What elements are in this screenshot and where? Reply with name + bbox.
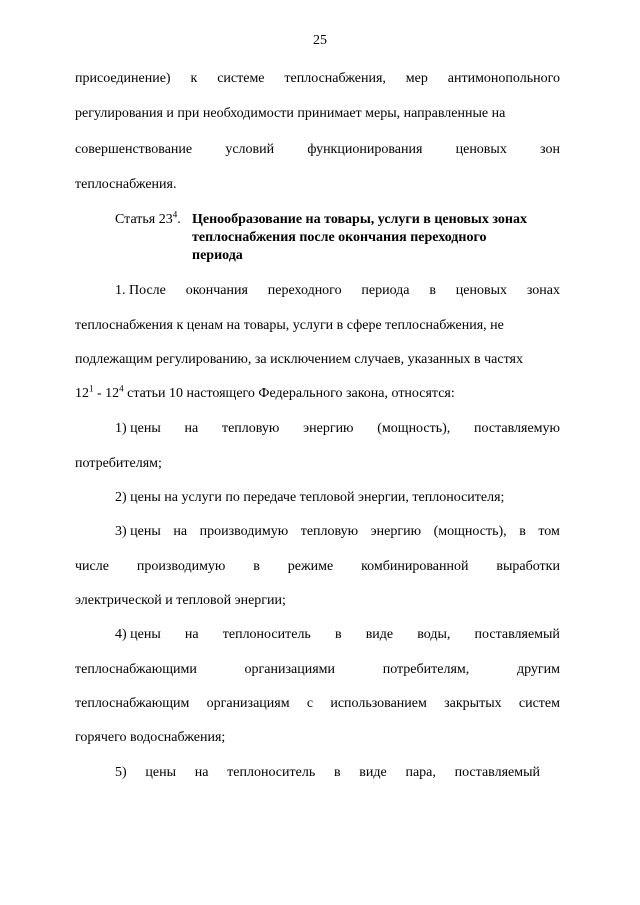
article-label-text: Статья 23 xyxy=(115,212,173,227)
word: на xyxy=(184,421,199,436)
word: поставляемую xyxy=(474,421,560,436)
word: (мощность), xyxy=(377,421,451,436)
item1-line4 xyxy=(75,385,560,403)
word: условий xyxy=(225,142,275,157)
word: режиме xyxy=(287,559,334,574)
article-title-line3: периода xyxy=(192,248,243,263)
word: зонах xyxy=(526,283,560,298)
sub4-line2 xyxy=(75,661,560,679)
word: к xyxy=(190,71,198,86)
article-title-line2: теплоснабжения после окончания переходного xyxy=(192,230,487,245)
word: комбинированной xyxy=(361,559,469,574)
sub4-line4: горячего водоснабжения; xyxy=(75,730,226,745)
article-label xyxy=(115,211,181,229)
item1-line3: подлежащим регулированию, за исключением случаев, указанных в частях xyxy=(75,352,523,367)
item1-line1 xyxy=(115,282,560,300)
word: тепловую xyxy=(221,421,280,436)
article-label-sup: 4 xyxy=(172,209,178,220)
para0-line1 xyxy=(75,70,560,88)
word: 3) цены xyxy=(115,524,161,539)
word: систем xyxy=(518,696,560,711)
word: в xyxy=(334,627,342,642)
word: производимую xyxy=(136,559,226,574)
word: 1) цены xyxy=(115,421,161,436)
article-title-line1: Ценообразование на товары, услуги в ценовых зонах xyxy=(192,212,527,227)
word: энергию xyxy=(303,421,354,436)
sub4-line1 xyxy=(115,626,560,644)
sub4-line3 xyxy=(75,695,560,713)
word: (мощность), xyxy=(433,524,507,539)
word: числе xyxy=(75,559,109,574)
word: мер xyxy=(405,71,428,86)
word: совершенствование xyxy=(75,142,193,157)
word: энергию xyxy=(370,524,422,539)
word: тепловую xyxy=(300,524,359,539)
text: статьи 10 настоящего Федерального закона, относятся: xyxy=(123,386,455,401)
word: ценовых xyxy=(455,283,507,298)
word: производимую xyxy=(199,524,289,539)
word: переходного xyxy=(267,283,342,298)
word: с xyxy=(306,696,314,711)
word: в xyxy=(519,524,526,539)
para0-line2: регулирования и при необходимости принимает меры, направленные на xyxy=(75,106,506,121)
word: зон xyxy=(540,142,560,157)
word: в xyxy=(253,559,260,574)
word: поставляемый xyxy=(474,627,560,642)
word: 5) xyxy=(115,765,127,780)
word: том xyxy=(538,524,560,539)
word: цены xyxy=(145,765,176,780)
sub1-line2: потребителям; xyxy=(75,456,162,471)
word: теплоноситель xyxy=(227,765,316,780)
para0-line4: теплоснабжения. xyxy=(75,177,177,192)
word: на xyxy=(194,765,209,780)
item1-line2: теплоснабжения к ценам на товары, услуги в сфере теплоснабжения, не xyxy=(75,318,504,333)
sub5-line1 xyxy=(115,764,540,782)
word: на xyxy=(173,524,188,539)
word: теплоснабжения, xyxy=(284,71,386,86)
word: ценовых xyxy=(455,142,507,157)
text: 12 xyxy=(75,386,89,401)
word: потребителям, xyxy=(382,662,470,677)
word: в xyxy=(429,283,436,298)
word: теплоснабжающим xyxy=(75,696,190,711)
word: виде xyxy=(365,627,394,642)
word: периода xyxy=(361,283,410,298)
word: окончания xyxy=(185,283,248,298)
word: другим xyxy=(516,662,560,677)
para0-line3 xyxy=(75,141,560,159)
word: на xyxy=(184,627,199,642)
word: присоединение) xyxy=(75,71,171,86)
word: функционирования xyxy=(307,142,423,157)
sub2-line1: 2) цены на услуги по передаче тепловой энергии, теплоносителя; xyxy=(115,490,505,505)
superscript: 1 xyxy=(89,383,94,394)
word: системе xyxy=(217,71,265,86)
word: организациями xyxy=(244,662,335,677)
word: поставляемый xyxy=(454,765,540,780)
word: выработки xyxy=(496,559,560,574)
word: организациям xyxy=(206,696,290,711)
word: использованием xyxy=(330,696,427,711)
sub1-line1 xyxy=(115,420,560,438)
word: 4) цены xyxy=(115,627,161,642)
sub3-line3: электрической и тепловой энергии; xyxy=(75,593,286,608)
word: пара, xyxy=(405,765,436,780)
word: виде xyxy=(359,765,387,780)
sub3-line1 xyxy=(115,523,560,541)
superscript: 4 xyxy=(119,383,124,394)
text: - 12 xyxy=(93,386,120,401)
word: теплоснабжающими xyxy=(75,662,197,677)
sub3-line2 xyxy=(75,558,560,576)
word: теплоноситель xyxy=(222,627,311,642)
word: 1. После xyxy=(115,283,166,298)
word: закрытых xyxy=(444,696,502,711)
word: воды, xyxy=(417,627,451,642)
page-number: 25 xyxy=(313,33,327,48)
word: в xyxy=(333,765,341,780)
word: антимонопольного xyxy=(447,71,560,86)
article-label-dot: . xyxy=(177,212,181,227)
